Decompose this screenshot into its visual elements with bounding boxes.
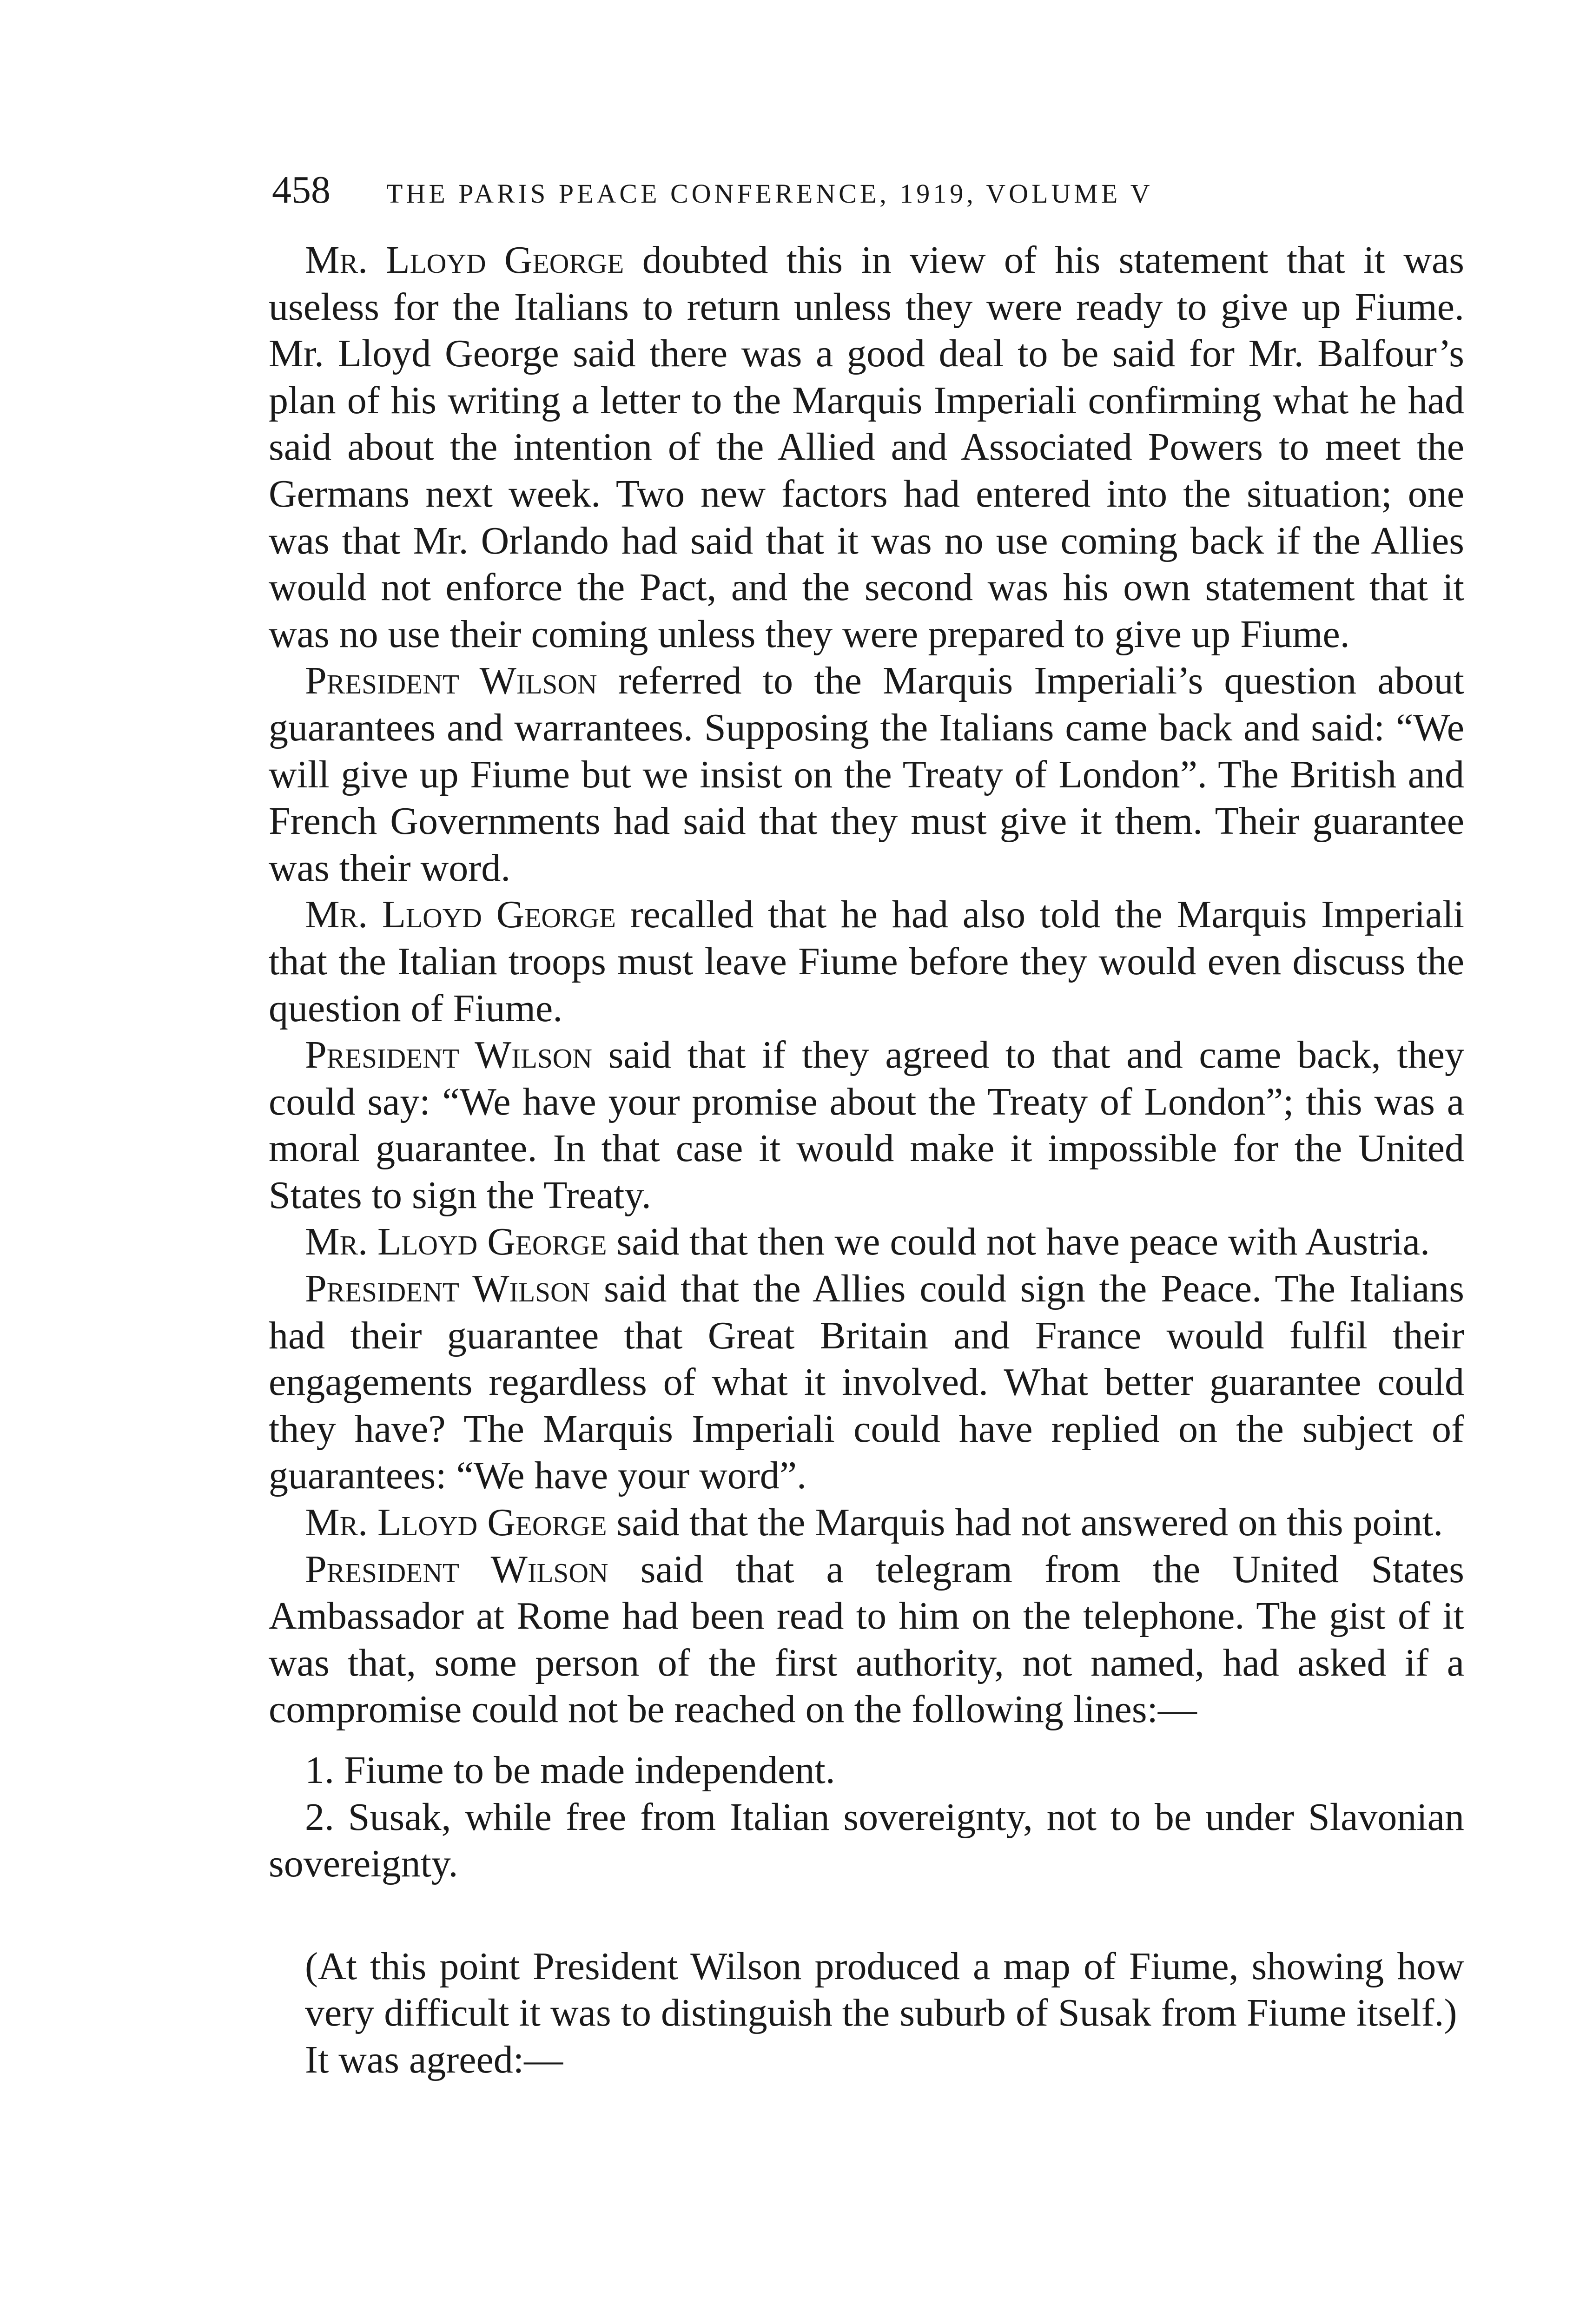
agreement-line: It was agreed:—	[305, 2038, 563, 2081]
speaker-name: President Wilson	[305, 1267, 590, 1311]
paragraph	[269, 658, 1464, 891]
paragraph	[269, 1499, 1464, 1546]
paragraph-text: said that the Allies could sign the Peace. The Italians had their guarantee that Great Britain and France would fulfil their engagements regardless of what it involved. What better guarantee could they have? The Marquis Imperiali could have replied on the subject of guarantees: “We have your word”.	[269, 1267, 1464, 1498]
page-number: 458	[272, 168, 330, 211]
paragraph	[269, 237, 1464, 658]
speaker-name: Mr. Lloyd George	[305, 893, 616, 937]
speaker-name: Mr. Lloyd George	[305, 238, 624, 282]
running-header	[272, 167, 1360, 212]
paragraph-text: doubted this in view of his statement that it was useless for the Italians to return unless they were ready to give up Fiume. Mr. Lloyd George said there was a good deal to be said for Mr. Balfour’s plan of his writing a letter to the Marquis Imperiali confirming what he had said about the intention of the Allied and Associated Powers to meet the Germans next week. Two new factors had entered into the situation; one was that Mr. Orlando had said that it was no use coming back if the Allies would not enforce the Pact, and the second was his own statement that it was no use their coming unless they were prepared to give up Fiume.	[269, 238, 1464, 656]
speaker-name: President Wilson	[305, 659, 597, 703]
paragraph-text: recalled that he had also told the Marquis Imperiali that the Italian troops must leave Fiume before they would even discuss the question of Fiume.	[269, 893, 1465, 1030]
speaker-name: Mr. Lloyd George	[305, 1220, 607, 1264]
paragraph	[269, 1266, 1464, 1499]
parenthetical-note: (At this point President Wilson produced a map of Fiume, showing how very difficult it was to distinguish the suburb of Susak from Fiume itself.)	[305, 1944, 1464, 2035]
paragraph-text: said that the Marquis had not answered on this point.	[607, 1501, 1443, 1545]
paragraph-text: said that if they agreed to that and came back, they could say: “We have your promise about the Treaty of London”; this was a moral guarantee. In that case it would make it impossible for the United States to sign the Treaty.	[269, 1033, 1464, 1217]
paragraph-text: said that a telegram from the United States Ambassador at Rome had been read to him on the telephone. The gist of it was that, some person of the first authority, not named, had asked if a compromise could not be reached on the following lines:—	[269, 1547, 1464, 1731]
paragraph	[269, 1219, 1464, 1266]
numbered-list	[269, 1747, 1464, 1888]
running-title: THE PARIS PEACE CONFERENCE, 1919, VOLUME V	[386, 178, 1153, 209]
list-item: 2. Susak, while free from Italian sovereignty, not to be under Slavonian sovereignty.	[269, 1795, 1464, 1886]
speaker-name: President Wilson	[305, 1033, 592, 1077]
paragraph-text: referred to the Marquis Imperiali’s question about guarantees and warrantees. Supposing the Italians came back and said: “We will give up Fiume but we insist on the Treaty of London”. The British and French Governments had said that they must give it them. Their guarantee was their word.	[269, 659, 1464, 890]
body-text	[269, 237, 1464, 2084]
list-item: 1. Fiume to be made independent.	[305, 1749, 835, 1792]
speaker-name: Mr. Lloyd George	[305, 1501, 607, 1545]
paragraph	[269, 1032, 1464, 1219]
paragraph-text: said that then we could not have peace with Austria.	[607, 1220, 1430, 1264]
paragraph	[269, 1546, 1464, 1733]
speaker-name: President Wilson	[305, 1547, 608, 1591]
paragraph	[269, 891, 1464, 1032]
